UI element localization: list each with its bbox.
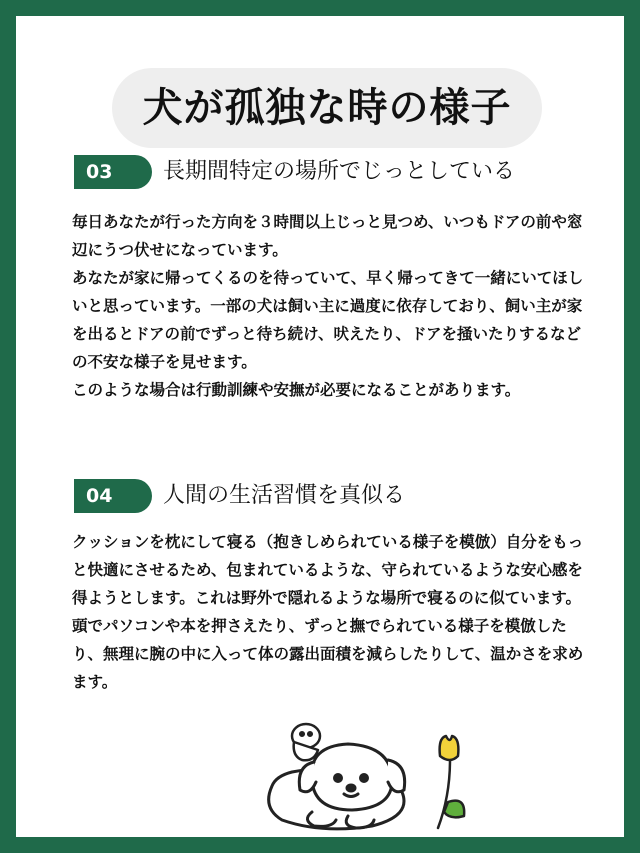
tulip-icon <box>438 736 464 828</box>
section-heading-03: 長期間特定の場所でじっとしている <box>163 159 516 184</box>
puppy-icon <box>269 744 405 829</box>
paragraph: このような場合は行動訓練や安撫が必要になることがあります。 <box>72 381 521 399</box>
page-card <box>16 16 624 837</box>
section-number-03: 03 <box>74 155 152 189</box>
paragraph: クッションを枕にして寝る（抱きしめられている様子を模倣）自分をもっと快適にさせるため、包まれているような、守られているような安心感を得ようとします。これは野外で隠れるような場所で寝るのに似ています。頭でパソコンや本を押さえたり、ずっと撫でられている様子を模倣したり、無理に腕の中に入って体の露出面積を減らしたりして、温かさを求めます。 <box>72 533 584 691</box>
paragraph: あなたが家に帰ってくるのを待っていて、早く帰ってきて一緒にいてほしいと思っています。一部の犬は飼い主に過度に依存しており、飼い主が家を出るとドアの前でずっと待ち続け、吠えたり、ドアを掻いたりするなどの不安な様子を見せます。 <box>72 269 584 371</box>
puppy-illustration <box>252 716 472 837</box>
paragraph: 毎日あなたが行った方向を３時間以上じっと見つめ、いつもドアの前や窓辺にうつ伏せになっています。 <box>72 213 583 259</box>
section-heading-04: 人間の生活習慣を真似る <box>163 483 406 508</box>
section-body-03 <box>72 208 588 404</box>
section-body-04 <box>72 528 588 696</box>
page-title: 犬が孤独な時の様子 <box>142 85 512 131</box>
section-number-04: 04 <box>74 479 152 513</box>
plush-toy-icon <box>292 724 320 760</box>
